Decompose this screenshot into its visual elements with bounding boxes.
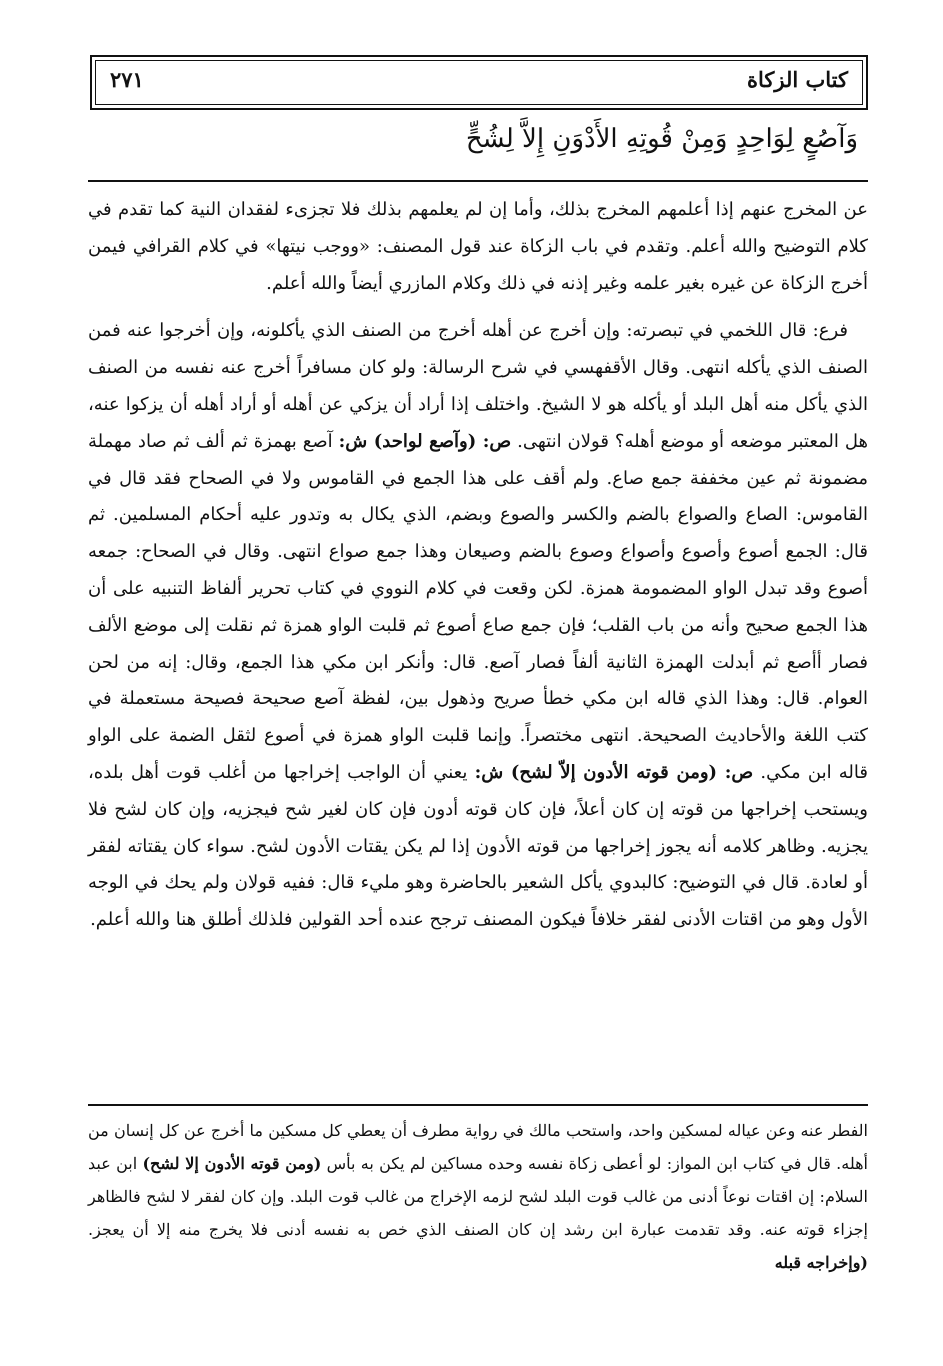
chapter-title: كتاب الزكاة [746, 67, 848, 92]
matn-quote-2: ص: (ومن قوته الأدون إلاّ لشح) ش: [474, 761, 754, 783]
page-number: ٢٧١ [110, 67, 144, 92]
verse-divider [88, 180, 868, 182]
paragraph-2-text-e: يعني أن الواجب إخراجها من أغلب قوت أهل بلده، ويستحب إخراجها من قوته إن كان أعلاً، فإن كان قوته أدون فإن كان لغير شح فيجزيه، وإن كان لشح فلا يجزيه. وظاهر كلامه أنه يجوز إخراجها من قوته الأدون إذا لم يكن يقتات الأدون لشح. سواء كان يقتاته لفقر أو لعادة. قال في التوضيح: كالبدوي يأكل الشعير بالحاضرة وهو مليء قال: ففيه قولان ولم يحك في الوجه الأول وهو من اقتات الأدنى لفقر خلافاً فيكون المصنف ترجح عنده أحد القولين فلذلك أطلق هنا والله أعلم. [88, 761, 868, 931]
matn-quote-1: ص: (وآصع لواحد) ش: [338, 430, 512, 452]
footnote-text-c: ابن عبد السلام: إن اقتات نوعاً أدنى من غالب قوت البلد لشح لزمه الإخراج من غالب قوت البلد. وإن كان لفقر لا لشح فالظاهر إجزاء قوته عنه. وقد تقدمت عبارة ابن رشد إن كان الصنف الذي خص به نفسه أدنى فلا يخرج منه إلا أن يعجز. [88, 1154, 868, 1239]
footnote-quote-2: (وإخراجه قبله [774, 1253, 868, 1272]
paragraph-2-text-c: آصع بهمزة ثم ألف ثم صاد مهملة مضمونة ثم عين مخففة جمع صاع. ولم أقف على هذا الجمع في القاموس ولا في الصحاح فقد قال في القاموس: الصاع والصواع بالضم والكسر والصوع وبضم، الذي يكال به وتدور عليه أحكام المسلمين. ثم قال: الجمع أصوع وأصوع وأصواع وصوع بالضم وصيعان وهذا جمع صواع انتهى. وقال في الصحاح: جمعه أصوع وقد تبدل الواو المضمومة همزة. لكن وقعت في كلام النووي في كتاب تحرير ألفاظ التنبيه على أن هذا الجمع صحيح وأنه من باب القلب؛ فإن جمع صاع أصوع ثم قلبت الواو همزة ثم نقلت إلى موضع الألف فصار أأصع ثم أبدلت الهمزة الثانية ألفاً فصار آصع. قال: وأنكر ابن مكي هذا الجمع، وقال: إنه من لحن العوام. قال: وهذا الذي قاله ابن مكي خطأ صريح وذهول بين، لفظة آصع صحيحة فصيحة مستعملة في كتب اللغة والأحاديث الصحيحة. انتهى مختصراً. وإنما قلبت الواو همزة في أصوع لثقل الضمة على الواو قاله ابن مكي. [88, 430, 868, 783]
verse-line: وَآصُعٍ لِوَاحِدٍ وَمِنْ قُوتِهِ الأَدْوَنِ إِلاَّ لِشُحٍّ [465, 124, 858, 154]
footnote-commentary [88, 1114, 868, 1279]
running-header [90, 55, 868, 110]
paragraph-1: عن المخرج عنهم إذا أعلمهم المخرج بذلك، وأما إن لم يعلمهم بذلك فلا تجزىء لفقدان النية كما تقدم في كلام التوضيح والله أعلم. وتقدم في باب الزكاة عند قول المصنف: «ووجب نيتها» في كلام القرافي فيمن أخرج الزكاة عن غيره بغير علمه وغير إذنه في ذلك وكلام المازري أيضاً والله أعلم. [88, 199, 868, 294]
paragraph-2 [88, 313, 868, 939]
footnote-divider [88, 1104, 868, 1106]
footnote-paragraph [88, 1114, 868, 1279]
paragraph-2-text-a: فرع: قال اللخمي في تبصرته: وإن أخرج عن أهله أخرج من الصنف الذي يأكلونه، وإن أخرجوا عنه فمن الصنف الذي يأكله انتهى. وقال الأقفهسي في شرح الرسالة: ولو كان مسافراً أخرج عنه نفسه من الصنف الذي يأكل منه أهل البلد أو يأكله هو لا الشيخ. واختلف إذا أراد أن يزكي عن أهله أو أراد أهله أن يزكوا عنه، هل المعتبر موضعه أو موضع أهله؟ قولان انتهى. [88, 320, 868, 452]
footnote-text-a: الفطر عنه وعن عياله لمسكين واحد، واستحب مالك في رواية مطرف أن يعطي كل مسكين ما أخرج عن كل إنسان من أهله. قال في كتاب ابن المواز: لو أعطى زكاة نفسه وحده مساكين لم يكن به بأس [88, 1121, 868, 1173]
footnote-quote-1: (ومن قوته الأدون إلا لشح) [142, 1154, 322, 1173]
main-commentary [88, 192, 868, 939]
